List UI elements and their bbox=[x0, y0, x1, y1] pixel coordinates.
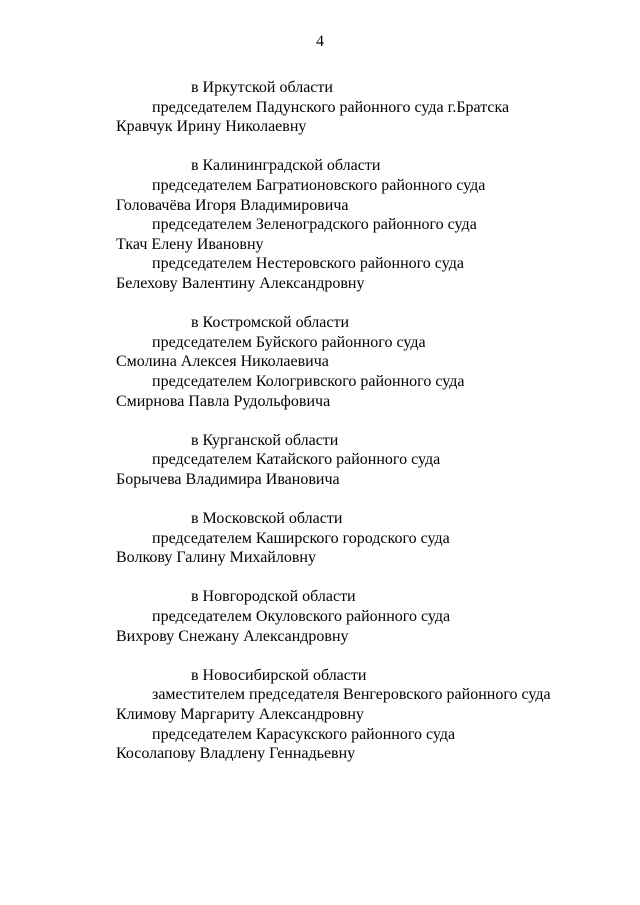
position-title: председателем Буйского районного суда bbox=[152, 333, 426, 351]
person-name: Борычева Владимира Ивановича bbox=[116, 470, 340, 488]
person-name: Климову Маргариту Александровну bbox=[116, 706, 364, 723]
position-title: председателем Нестеровского районного суда bbox=[152, 255, 464, 273]
person-name: Ткач Елену Ивановну bbox=[116, 235, 264, 253]
position-title: председателем Багратионовского районного суда bbox=[152, 176, 486, 194]
person-name: Головачёва Игоря Владимировича bbox=[116, 196, 349, 214]
person-name: Белехову Валентину Александровну bbox=[116, 274, 365, 292]
region-group bbox=[116, 587, 616, 646]
position-title: председателем Зеленоградского районного суда bbox=[152, 216, 477, 234]
region-group bbox=[116, 313, 616, 411]
region-group bbox=[116, 156, 616, 293]
region-group bbox=[116, 509, 616, 568]
position-title: председателем Падунского районного суда г.Братска bbox=[152, 98, 510, 116]
region-heading: в Курганской области bbox=[191, 431, 339, 449]
position-title: заместителем председателя Венгеровского районного суда bbox=[152, 686, 551, 704]
person-name: Смирнова Павла Рудольфовича bbox=[116, 392, 331, 410]
page-number: 4 bbox=[316, 33, 324, 50]
person-name: Смолина Алексея Николаевича bbox=[116, 353, 329, 371]
person-name: Косолапову Владлену Геннадьевну bbox=[116, 745, 356, 763]
region-heading: в Новосибирской области bbox=[191, 666, 367, 684]
position-title: председателем Кологривского районного суда bbox=[152, 372, 465, 390]
region-heading: в Костромской области bbox=[191, 314, 350, 332]
position-title: председателем Катайского районного суда bbox=[152, 451, 441, 469]
region-heading: в Новгородской области bbox=[191, 588, 356, 606]
position-title: председателем Каширского городского суда bbox=[152, 529, 450, 547]
region-group bbox=[116, 78, 616, 137]
position-title: председателем Карасукского районного суда bbox=[152, 725, 456, 743]
region-heading: в Московской области bbox=[191, 510, 343, 528]
region-group bbox=[116, 431, 616, 490]
position-title: председателем Окуловского районного суда bbox=[152, 608, 451, 626]
appointments-list bbox=[116, 78, 616, 764]
region-group bbox=[116, 666, 616, 764]
region-heading: в Калининградской области bbox=[191, 157, 381, 175]
person-name: Кравчук Ирину Николаевну bbox=[116, 118, 307, 136]
person-name: Вихрову Снежану Александровну bbox=[116, 627, 349, 645]
region-heading: в Иркутской области bbox=[191, 79, 333, 96]
person-name: Волкову Галину Михайловну bbox=[116, 549, 316, 567]
